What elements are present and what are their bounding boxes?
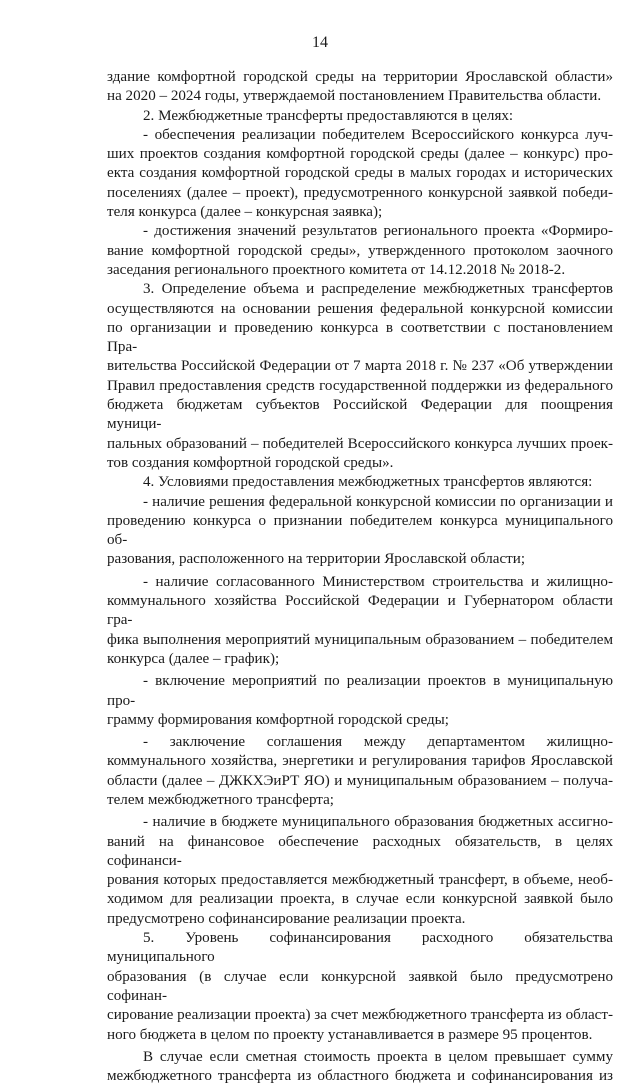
text-line: предусмотрено софинансирование реализации проекта. bbox=[107, 910, 466, 927]
text-line: грамму формирования комфортной городской среды; bbox=[107, 711, 449, 728]
text-line: вание комфортной городской среды», утвержденного протоколом заочного bbox=[107, 242, 613, 259]
text-line: фика выполнения мероприятий муниципальным образованием – победителем bbox=[107, 631, 613, 648]
text-line: коммунального хозяйства Российской Федерации и Губернатором области гра- bbox=[107, 593, 613, 629]
text-line: заседания регионального проектного комитета от 14.12.2018 № 2018-2. bbox=[107, 261, 566, 278]
text-line: 5. Уровень софинансирования расходного обязательства муниципального bbox=[107, 930, 613, 966]
text-line: на 2020 – 2024 годы, утверждаемой постановлением Правительства области. bbox=[107, 88, 602, 105]
text-line: - наличие согласованного Министерством строительства и жилищно- bbox=[143, 573, 613, 590]
text-line: пальных образований – победителей Всероссийского конкурса лучших проек- bbox=[107, 435, 613, 452]
text-line: ших проектов создания комфортной городской среды (далее – конкурс) про- bbox=[107, 146, 613, 163]
text-line: 3. Определение объема и распределение межбюджетных трансфертов bbox=[143, 281, 613, 298]
text-line: образования (в случае если конкурсной заявкой было предусмотрено софинан- bbox=[107, 968, 613, 1004]
text-line: телем межбюджетного трансферта; bbox=[107, 791, 334, 808]
text-line: - достижения значений результатов регионального проекта «Формиро- bbox=[143, 223, 613, 240]
text-line: осуществляются на основании решения федеральной конкурсной комиссии bbox=[107, 300, 613, 317]
text-line: - заключение соглашения между департаментом жилищно- bbox=[143, 734, 613, 751]
text-line: по организации и проведению конкурса в соответствии с постановлением Пра- bbox=[107, 319, 613, 356]
text-line: 4. Условиями предоставления межбюджетных трансфертов являются: bbox=[143, 474, 593, 491]
page-number: 14 bbox=[312, 34, 328, 51]
text-line: В случае если сметная стоимость проекта в целом превышает сумму bbox=[143, 1048, 613, 1065]
text-line: коммунального хозяйства, энергетики и регулирования тарифов Ярославской bbox=[107, 753, 613, 770]
text-line: области (далее – ДЖКХЭиРТ ЯО) и муниципальным образованием – получа- bbox=[107, 772, 613, 789]
text-line: конкурса (далее – график); bbox=[107, 650, 280, 667]
text-line: ходимом для реализации проекта, в случае если конкурсной заявкой было bbox=[107, 891, 613, 908]
text-line: 2. Межбюджетные трансферты предоставляются в целях: bbox=[143, 107, 514, 124]
document-body bbox=[107, 68, 613, 1086]
text-line: - обеспечения реализации победителем Всероссийского конкурса луч- bbox=[143, 126, 613, 143]
text-line: теля конкурса (далее – конкурсная заявка); bbox=[107, 204, 383, 221]
text-line: ваний на финансовое обеспечение расходных обязательств, в целях софинанси- bbox=[107, 833, 613, 869]
text-line: разования, расположенного на территории Ярославской области; bbox=[107, 551, 526, 568]
text-line: вительства Российской Федерации от 7 марта 2018 г. № 237 «Об утверждении bbox=[107, 358, 613, 375]
text-line: тов создания комфортной городской среды». bbox=[107, 454, 394, 471]
text-line: межбюджетного трансферта из областного бюджета и софинансирования из bbox=[107, 1068, 613, 1085]
text-line: - наличие в бюджете муниципального образования бюджетных ассигно- bbox=[143, 814, 613, 831]
text-line: Правил предоставления средств государственной поддержки из федерального bbox=[107, 377, 613, 394]
text-line: екта создания комфортной городской среды в малых городах и исторических bbox=[107, 165, 613, 182]
text-line: бюджета бюджетам субъектов Российской Федерации для поощрения муници- bbox=[107, 397, 613, 433]
text-line: здание комфортной городской среды на территории Ярославской области» bbox=[107, 69, 613, 85]
text-line: сирование реализации проекта) за счет межбюджетного трансферта из област- bbox=[107, 1007, 613, 1024]
text-line: - наличие решения федеральной конкурсной комиссии по организации и bbox=[143, 493, 613, 510]
text-line: - включение мероприятий по реализации проектов в муниципальную про- bbox=[107, 673, 613, 709]
text-line: ного бюджета в целом по проекту устанавливается в размере 95 процентов. bbox=[107, 1026, 593, 1043]
text-line: рования которых предоставляется межбюджетный трансферт, в объеме, необ- bbox=[107, 872, 613, 889]
text-line: поселениях (далее – проект), предусмотренного конкурсной заявкой победи- bbox=[107, 184, 613, 201]
text-line: проведению конкурса о признании победителем конкурса муниципального об- bbox=[107, 512, 613, 549]
